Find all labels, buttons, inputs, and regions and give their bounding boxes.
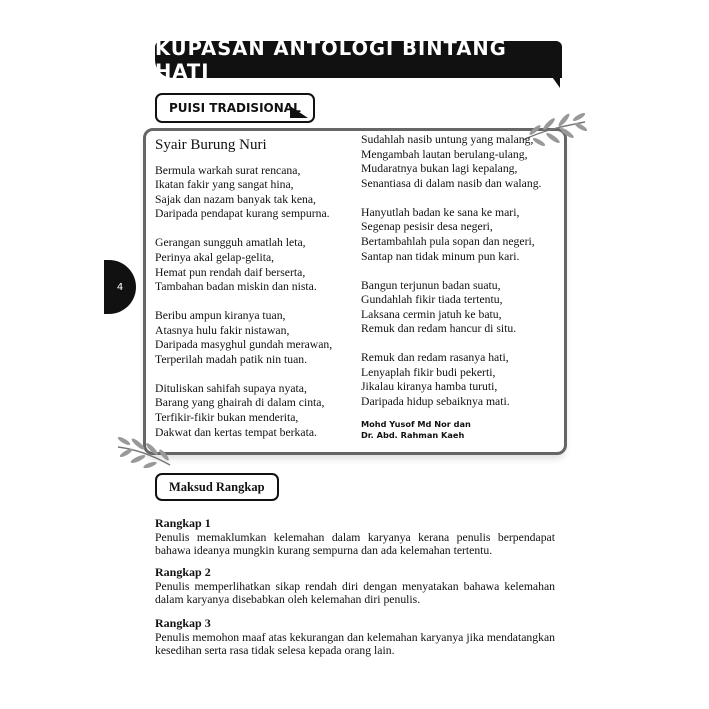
page-title-banner <box>155 36 562 83</box>
poem-line: Bertambahlah pula sopan dan negeri, <box>361 234 535 248</box>
poem-line: Perinya akal gelap-gelita, <box>155 250 275 264</box>
poem-stanza <box>361 279 561 337</box>
page-number: 4 <box>116 281 124 293</box>
rangkap-explanation <box>155 617 555 658</box>
page-title: KUPASAN ANTOLOGI BINTANG HATI <box>155 36 507 83</box>
poem-line: Santap nan tidak minum pun kari. <box>361 249 520 263</box>
author-line: Dr. Abd. Rahman Kaeh <box>361 430 465 441</box>
poem-line: Laksana cermin jatuh ke batu, <box>361 307 502 321</box>
rangkap-explanation <box>155 517 555 558</box>
poem-line: Remuk dan redam hancur di situ. <box>361 322 517 336</box>
poem-line: Beribu ampun kiranya tuan, <box>155 309 286 323</box>
author-line: Mohd Yusof Md Nor dan <box>361 419 471 430</box>
poem-stanza <box>155 309 355 367</box>
poem-line: Gundahlah fikir tiada tertentu, <box>361 293 503 307</box>
poem-stanza <box>155 382 355 440</box>
poem-line: Terfikir-fikir bukan menderita, <box>155 411 299 425</box>
poem-authors <box>361 419 561 441</box>
poem-stanza <box>361 206 561 264</box>
poem-line: Hemat pun rendah daif berserta, <box>155 265 306 279</box>
poem-stanza <box>155 236 355 294</box>
poem-line: Dituliskan sahifah supaya nyata, <box>155 381 307 395</box>
poem-line: Dakwat dan kertas tempat berkata. <box>155 425 317 439</box>
page-number-tab <box>104 260 136 314</box>
poem-line: Sudahlah nasib untung yang malang, <box>361 133 534 146</box>
poem-line: Daripada masyghul gundah merawan, <box>155 338 333 352</box>
rangkap-heading: Rangkap 2 <box>155 565 211 579</box>
poem-line: Barang yang ghairah di dalam cinta, <box>155 396 325 410</box>
poem-line: Mengambah lautan berulang-ulang, <box>361 147 528 161</box>
poem-line: Daripada pendapat kurang sempurna. <box>155 207 330 221</box>
rangkap-heading: Rangkap 1 <box>155 516 211 530</box>
poem-line: Gerangan sungguh amatlah leta, <box>155 236 306 250</box>
poem-line: Jikalau kiranya hamba turuti, <box>361 380 498 394</box>
maksud-rangkap-text: Maksud Rangkap <box>169 479 265 494</box>
poem-line: Senantiasa di dalam nasib dan walang. <box>361 176 542 190</box>
section-tag-tail <box>290 106 308 118</box>
poem-title: Syair Burung Nuri <box>155 137 267 153</box>
rangkap-text: Penulis memperlihatkan sikap rendah diri dengan menyatakan bahawa kelemahan dalam karyanya disebabkan oleh kelemahan diri penulis. <box>155 579 555 607</box>
banner-tail-shape <box>540 60 560 88</box>
poem-line: Sajak dan nazam banyak tak kena, <box>155 192 316 206</box>
poem-stanza <box>361 133 561 191</box>
poem-line: Segenap pesisir desa negeri, <box>361 220 493 234</box>
poem-stanza <box>361 351 561 409</box>
poem-line: Daripada hidup sebaiknya mati. <box>361 395 510 409</box>
rangkap-heading: Rangkap 3 <box>155 616 211 630</box>
rangkap-explanation <box>155 566 555 607</box>
poem-line: Mudaratnya bukan lagi kepalang, <box>361 162 518 176</box>
rangkap-text: Penulis memohon maaf atas kekurangan dan kelemahan karyanya jika mendatangkan kesedihan serta rasa tidak selesa kepada orang lain. <box>155 630 555 658</box>
maksud-rangkap-label <box>155 473 279 501</box>
poem-left-column <box>155 138 355 455</box>
section-tag-label: PUISI TRADISIONAL <box>169 101 301 115</box>
poem-line: Hanyutlah badan ke sana ke mari, <box>361 205 520 219</box>
poem-line: Ikatan fakir yang sangat hina, <box>155 178 294 192</box>
poem-line: Atasnya hulu fakir nistawan, <box>155 323 290 337</box>
poem-line: Bangun terjunun badan suatu, <box>361 278 501 292</box>
poem-line: Bermula warkah surat rencana, <box>155 163 301 177</box>
poem-stanza <box>155 164 355 222</box>
poem-line: Tambahan badan miskin dan nista. <box>155 280 317 294</box>
rangkap-text: Penulis memaklumkan kelemahan dalam karyanya kerana penulis berpendapat bahawa ideanya mungkin kurang sempurna dan ada kelemahan tertentu. <box>155 530 555 558</box>
poem-line: Remuk dan redam rasanya hati, <box>361 351 509 365</box>
poem-line: Lenyaplah fikir budi pekerti, <box>361 365 496 379</box>
poem-right-column <box>361 133 561 441</box>
poem-line: Terperilah madah patik nin tuan. <box>155 352 308 366</box>
